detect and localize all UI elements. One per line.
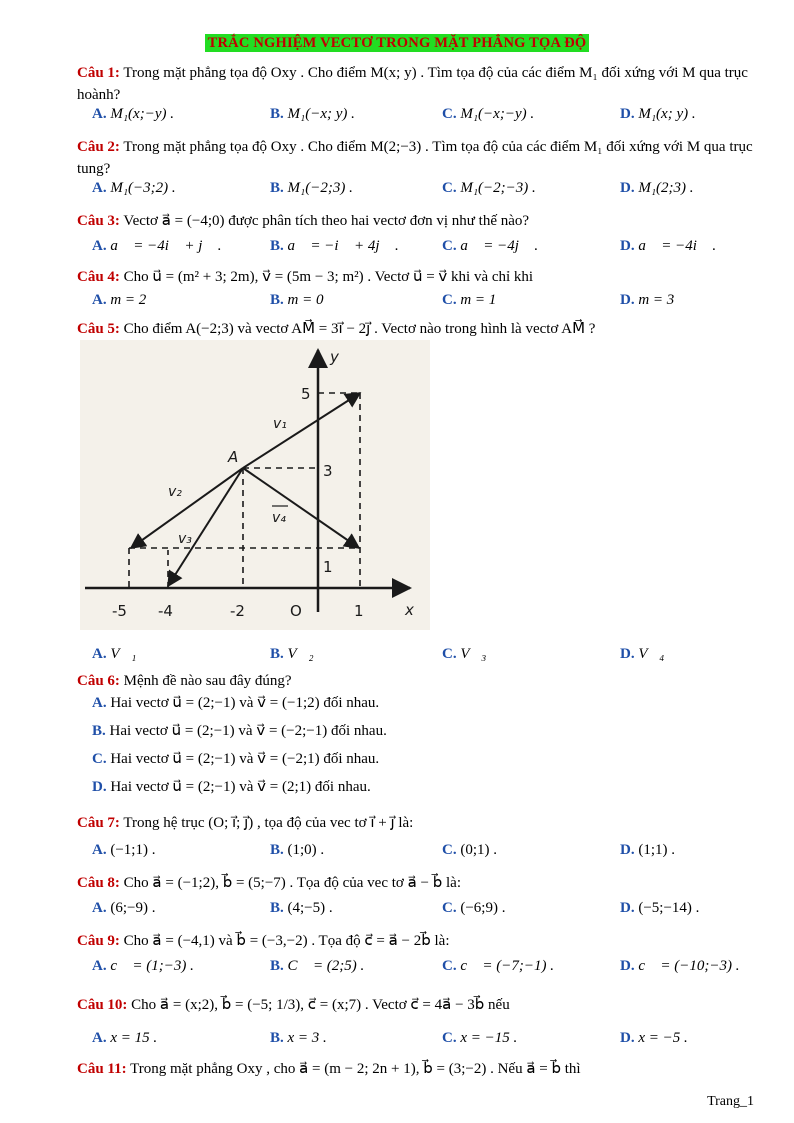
question-7-options (92, 842, 752, 864)
question-3: Câu 3: Vectơ a⃗ = (−4;0) được phân tích theo hai vectơ đơn vị như thế nào? (77, 213, 530, 229)
option-c[interactable]: C. m = 1 (442, 292, 497, 308)
question-number: Câu 1: (77, 65, 120, 81)
option-a[interactable]: A. c⃗ = (1;−3) . (92, 958, 194, 974)
x-tick-neg4: -4 (158, 602, 173, 620)
question-4-options (92, 292, 752, 314)
question-3-options (92, 238, 752, 260)
y-tick-3: 3 (323, 462, 333, 480)
option-c[interactable]: C. x = −15 . (442, 1030, 518, 1046)
option-b[interactable]: B. m = 0 (270, 292, 324, 308)
option-a[interactable]: A. V⃗₁ (92, 646, 137, 662)
option-b[interactable]: B. x = 3 . (270, 1030, 327, 1046)
page-footer: Trang_1 (707, 1094, 754, 1109)
option-b[interactable]: B. a⃗ = −i⃗ + 4j⃗ . (270, 238, 399, 254)
question-text: Trong mặt phẳng tọa độ Oxy . Cho điểm M(x; y) . Tìm tọa độ của các điểm M₁ đối xứng với M qua trục hoành? (77, 65, 748, 103)
option-d[interactable]: D. M₁(x; y) . (620, 106, 696, 122)
option-c[interactable]: C. M₁(−x;−y) . (442, 106, 535, 122)
question-1-options (92, 106, 752, 128)
point-a-label: A (228, 448, 239, 466)
origin-label: O (290, 602, 302, 620)
option-b[interactable]: B. (4;−5) . (270, 900, 333, 916)
option-d[interactable]: D. V⃗₄ (620, 646, 665, 662)
option-d[interactable]: D. c⃗ = (−10;−3) . (620, 958, 740, 974)
v4-label: v₄ (272, 510, 286, 526)
question-7: Câu 7: Trong hệ trục (O; i⃗; j⃗) , tọa độ của vec tơ i⃗ + j⃗ là: (77, 815, 414, 831)
vector-figure (80, 340, 430, 630)
x-tick-neg2: -2 (230, 602, 245, 620)
question-5-options (92, 646, 752, 668)
option-a[interactable]: A. x = 15 . (92, 1030, 158, 1046)
question-9: Câu 9: Cho a⃗ = (−4,1) và b⃗ = (−3,−2) . Tọa độ c⃗ = a⃗ − 2b⃗ là: (77, 933, 450, 949)
v3-label: v₃ (178, 531, 192, 547)
question-1 (77, 62, 757, 106)
question-5: Câu 5: Cho điểm A(−2;3) và vectơ AM⃗ = 3i⃗ − 2j⃗ . Vectơ nào trong hình là vectơ AM⃗ ? (77, 321, 596, 337)
question-11: Câu 11: Trong mặt phẳng Oxy , cho a⃗ = (m − 2; 2n + 1), b⃗ = (3;−2) . Nếu a⃗ = b⃗ thì (77, 1061, 581, 1077)
option-d[interactable]: D. (1;1) . (620, 842, 676, 858)
v2-label: v₂ (168, 484, 182, 500)
option-b[interactable]: B. (1;0) . (270, 842, 325, 858)
x-tick-1: 1 (354, 602, 364, 620)
v1-label: v₁ (273, 416, 287, 432)
option-c[interactable]: C. M₁(−2;−3) . (442, 180, 536, 196)
question-4: Câu 4: Cho u⃗ = (m² + 3; 2m), v⃗ = (5m − 3; m²) . Vectơ u⃗ = v⃗ khi và chỉ khi (77, 269, 534, 285)
option-a[interactable]: A. (−1;1) . (92, 842, 156, 858)
option-d[interactable]: D. (−5;−14) . (620, 900, 700, 916)
option-d[interactable]: D. M₁(2;3) . (620, 180, 694, 196)
option-d[interactable]: D. m = 3 (620, 292, 675, 308)
option-d[interactable]: D. a⃗ = −4i⃗ . (620, 238, 717, 254)
x-axis-label: x (405, 601, 414, 619)
statement-d[interactable]: D. Hai vectơ u⃗ = (2;−1) và v⃗ = (2;1) đối nhau. (92, 779, 371, 795)
option-b[interactable]: B. V⃗₂ (270, 646, 314, 662)
question-2: Câu 2: Trong mặt phẳng tọa độ Oxy . Cho điểm M(2;−3) . Tìm tọa độ của các điểm M₁ đối xứng với M qua trục tung? (77, 139, 753, 177)
option-d[interactable]: D. x = −5 . (620, 1030, 688, 1046)
option-a[interactable]: A. m = 2 (92, 292, 147, 308)
question-10-options (92, 1030, 752, 1052)
option-a[interactable]: A. M₁(x;−y) . (92, 106, 174, 122)
question-6: Câu 6: Mệnh đề nào sau đây đúng? (77, 673, 292, 689)
option-c[interactable]: C. c⃗ = (−7;−1) . (442, 958, 555, 974)
question-10: Câu 10: Cho a⃗ = (x;2), b⃗ = (−5; 1/3), c⃗ = (x;7) . Vectơ c⃗ = 4a⃗ − 3b⃗ nếu (77, 997, 510, 1013)
question-9-options (92, 958, 752, 980)
option-c[interactable]: C. (0;1) . (442, 842, 498, 858)
option-c[interactable]: C. (−6;9) . (442, 900, 506, 916)
option-c[interactable]: C. V⃗₃ (442, 646, 487, 662)
option-b[interactable]: B. M₁(−x; y) . (270, 106, 355, 122)
statement-a[interactable]: A. Hai vectơ u⃗ = (2;−1) và v⃗ = (−1;2) đối nhau. (92, 695, 380, 711)
x-tick-neg5: -5 (112, 602, 127, 620)
statement-c[interactable]: C. Hai vectơ u⃗ = (2;−1) và v⃗ = (−2;1) đối nhau. (92, 751, 380, 767)
option-a[interactable]: A. a⃗ = −4i⃗ + j⃗ . (92, 238, 222, 254)
statement-b[interactable]: B. Hai vectơ u⃗ = (2;−1) và v⃗ = (−2;−1) đối nhau. (92, 723, 387, 739)
option-c[interactable]: C. a⃗ = −4j⃗ . (442, 238, 539, 254)
option-b[interactable]: B. M₁(−2;3) . (270, 180, 353, 196)
option-b[interactable]: B. C⃗ = (2;5) . (270, 958, 365, 974)
y-tick-1: 1 (323, 558, 333, 576)
question-8: Câu 8: Cho a⃗ = (−1;2), b⃗ = (5;−7) . Tọa độ của vec tơ a⃗ − b⃗ là: (77, 875, 461, 891)
option-a[interactable]: A. (6;−9) . (92, 900, 156, 916)
question-8-options (92, 900, 752, 922)
question-2-options (92, 180, 752, 202)
y-axis-label: y (330, 348, 339, 366)
figure-background (80, 340, 430, 630)
option-a[interactable]: A. M₁(−3;2) . (92, 180, 176, 196)
y-tick-5: 5 (301, 385, 311, 403)
page-title: TRẮC NGHIỆM VECTƠ TRONG MẶT PHẲNG TỌA ĐỘ (0, 35, 794, 52)
